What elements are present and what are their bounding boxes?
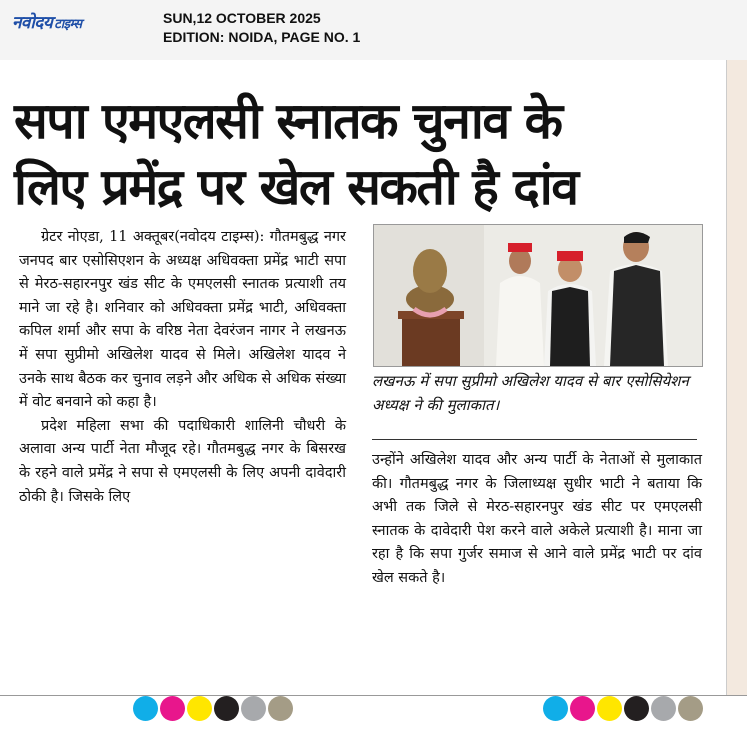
article-headline xyxy=(14,88,714,220)
gray-swatch xyxy=(241,696,266,721)
article-body-left xyxy=(19,226,346,509)
black-swatch xyxy=(624,696,649,721)
magenta-swatch xyxy=(570,696,595,721)
logo-sub-text: टाइम्स xyxy=(54,17,82,32)
photo-illustration xyxy=(374,225,702,366)
magenta-swatch xyxy=(160,696,185,721)
yellow-swatch xyxy=(597,696,622,721)
headline-line-2: लिए प्रमेंद्र पर खेल सकती है दांव xyxy=(14,158,578,216)
caption-divider xyxy=(372,439,697,440)
newspaper-logo xyxy=(12,10,82,33)
yellow-swatch xyxy=(187,696,212,721)
black-swatch xyxy=(214,696,239,721)
article-photo xyxy=(373,224,703,367)
photo-caption: लखनऊ में सपा सुप्रीमो अखिलेश यादव से बार एसोसियेशन अध्यक्ष ने की मुलाकात। xyxy=(372,372,689,414)
body-paragraph-2: प्रदेश महिला सभा की पदाधिकारी शालिनी चौधरी के अलावा अन्य पार्टी नेता मौजूद रहे। गौतमबुद्ध नगर के बिसरख के रहने वाले प्रमेंद्र ने सपा से एमएलसी के लिए अपनी दावेदारी ठोकी है। जिसके लिए xyxy=(19,417,346,505)
logo-main-text: नवोदय xyxy=(12,13,53,33)
headline-line-1: सपा एमएलसी स्नातक चुनाव के xyxy=(14,92,562,150)
edition-info xyxy=(163,9,360,47)
cyan-swatch xyxy=(543,696,568,721)
taupe-swatch xyxy=(268,696,293,721)
cyan-swatch xyxy=(133,696,158,721)
masthead-bar xyxy=(0,0,747,60)
article-body-right: उन्होंने अखिलेश यादव और अन्य पार्टी के नेताओं से मुलाकात की। गौतमबुद्ध नगर के जिलाध्यक्ष सुधीर भाटी ने बताया कि अभी तक जिले से मेरठ-सहारनपुर खंड सीट पर एमएलसी स्नातक के दावेदारी पेश करने वाले अकेले प्रत्याशी है। माना जा रहा है कि सपा गुर्जर समाज से आने वाले प्रमेंद्र भाटी पर दांव खेल सकते है। xyxy=(372,452,702,586)
body-paragraph-1: ग्रेटर नोएडा, 11 अक्तूबर(नवोदय टाइम्स): गौतमबुद्ध नगर जनपद बार एसोसिएशन के अध्यक्ष अधिवक्ता प्रमेंद्र भाटी सपा से मेरठ-सहारनपुर खंड सीट के एमएलसी स्नातक प्रत्याशी तय माने जा रहे है। शनिवार को अधिवक्ता प्रमेंद्र भाटी, अधिवक्ता कपिल शर्मा और सपा के वरिष्ठ नेता देवरंजन नागर ने लखनऊ में सपा सुप्रीमो अखिलेश यादव से मिले। अखिलेश यादव ने उनके साथ बैठक कर चुनाव लड़ने और अधिक से अधिक संख्या में वोट बनवाने को कहा है। xyxy=(19,229,346,411)
taupe-swatch xyxy=(678,696,703,721)
edition-line: EDITION: NOIDA, PAGE NO. 1 xyxy=(163,29,361,45)
adjacent-column-strip xyxy=(726,60,747,696)
gray-swatch xyxy=(651,696,676,721)
date-line: SUN,12 OCTOBER 2025 xyxy=(163,10,321,26)
